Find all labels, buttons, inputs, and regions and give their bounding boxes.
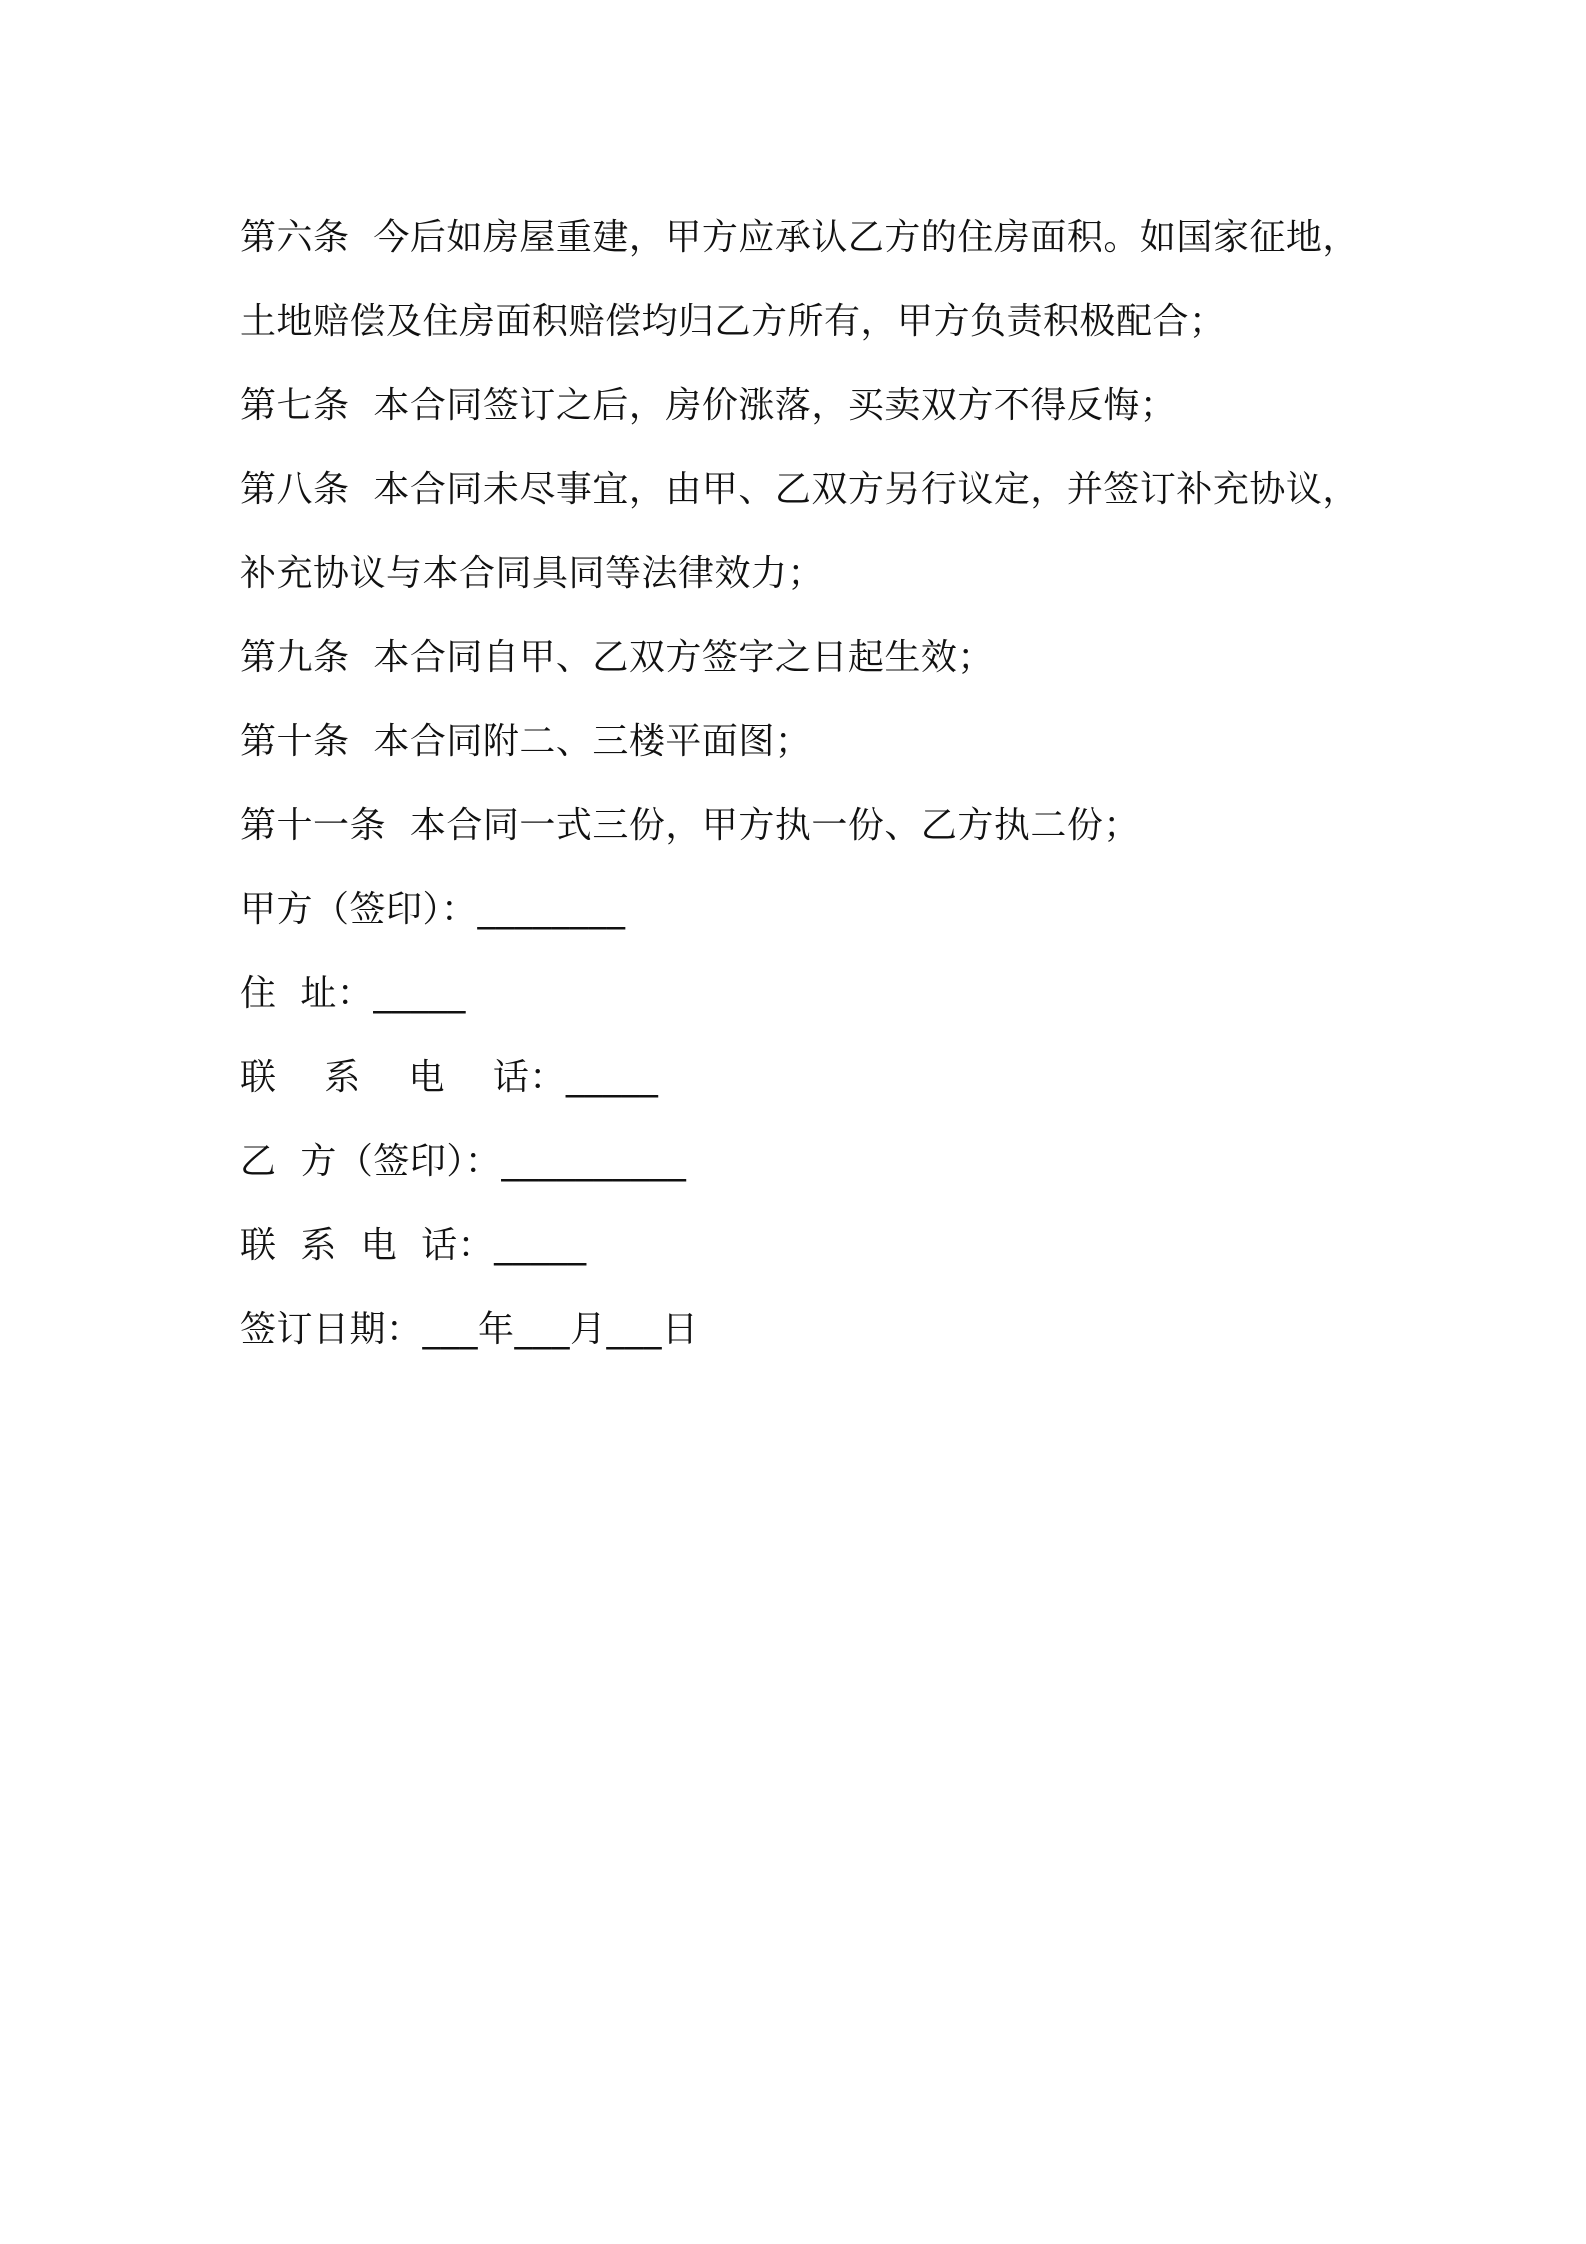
contract-body bbox=[240, 196, 1400, 1372]
clause-10: 第十条 本合同附二、三楼平面图； bbox=[240, 721, 812, 762]
clause-7: 第七条 本合同签订之后，房价涨落，买卖双方不得反悔； bbox=[240, 385, 1177, 426]
party-b-signature-line: 乙 方（签印）：__________ bbox=[240, 1141, 687, 1182]
clause-9: 第九条 本合同自甲、乙双方签字之日起生效； bbox=[240, 637, 994, 678]
clause-8-line-1: 第八条 本合同未尽事宜，由甲、乙双方另行议定，并签订补充协议， bbox=[240, 469, 1359, 510]
clause-11: 第十一条 本合同一式三份，甲方执一份、乙方执二份； bbox=[240, 805, 1140, 846]
address-line: 住 址：_____ bbox=[240, 973, 466, 1014]
signing-date-line: 签订日期：___年___月___日 bbox=[240, 1309, 699, 1350]
phone-line-b: 联 系 电 话：_____ bbox=[240, 1225, 587, 1266]
clause-8-line-2: 补充协议与本合同具同等法律效力； bbox=[240, 553, 825, 594]
party-a-signature-line: 甲方（签印）：________ bbox=[240, 889, 626, 930]
clause-6-line-2: 土地赔偿及住房面积赔偿均归乙方所有，甲方负责积极配合； bbox=[240, 301, 1226, 342]
phone-line-a: 联 系 电 话：_____ bbox=[240, 1057, 659, 1098]
clause-6-line-1: 第六条 今后如房屋重建，甲方应承认乙方的住房面积。如国家征地， bbox=[240, 217, 1359, 258]
